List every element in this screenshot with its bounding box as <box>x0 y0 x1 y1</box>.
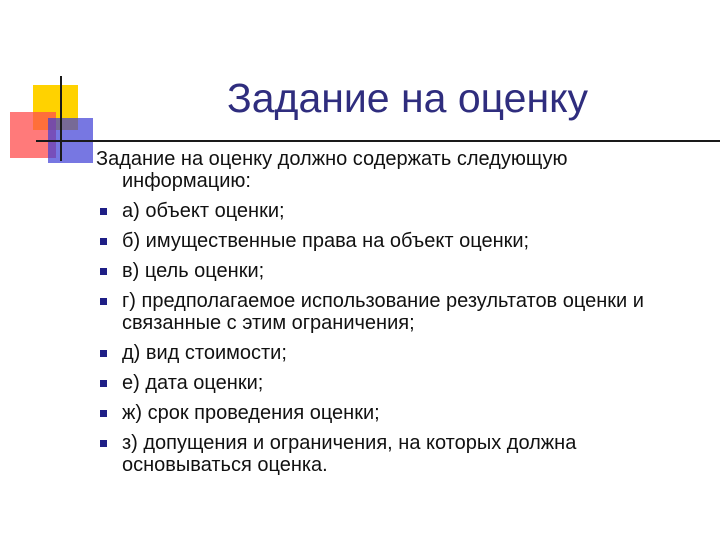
list-item-text: г) предполагаемое использование результатов оценки и связанные с этим ограничения; <box>122 290 644 334</box>
list-item <box>96 432 696 476</box>
slide-body <box>96 148 696 484</box>
list-item-text: а) объект оценки; <box>122 200 285 222</box>
list-item <box>96 372 696 394</box>
square-bullet-icon <box>100 268 107 275</box>
list-item-text: в) цель оценки; <box>122 260 265 282</box>
list-item <box>96 260 696 282</box>
list-item <box>96 290 696 334</box>
list-item-text: ж) срок проведения оценки; <box>122 402 380 424</box>
square-bullet-icon <box>100 298 107 305</box>
list-item-text: е) дата оценки; <box>122 372 264 394</box>
list-item-text: д) вид стоимости; <box>122 342 287 364</box>
square-bullet-icon <box>100 380 107 387</box>
list-item <box>96 230 696 252</box>
list-item-text: з) допущения и ограничения, на которых должна основываться оценка. <box>122 432 577 476</box>
list-item <box>96 342 696 364</box>
vertical-rule-decoration <box>60 76 62 161</box>
slide-title: Задание на оценку <box>226 75 589 121</box>
list-item-text: б) имущественные права на объект оценки; <box>122 230 530 252</box>
list-item <box>96 200 696 222</box>
intro-text: Задание на оценку должно содержать следующую информацию: <box>96 148 568 192</box>
title-underline-rule <box>36 140 720 142</box>
square-bullet-icon <box>100 440 107 447</box>
square-bullet-icon <box>100 410 107 417</box>
square-bullet-icon <box>100 238 107 245</box>
list-item <box>96 402 696 424</box>
bullet-list <box>96 200 696 476</box>
square-bullet-icon <box>100 350 107 357</box>
square-bullet-icon <box>100 208 107 215</box>
